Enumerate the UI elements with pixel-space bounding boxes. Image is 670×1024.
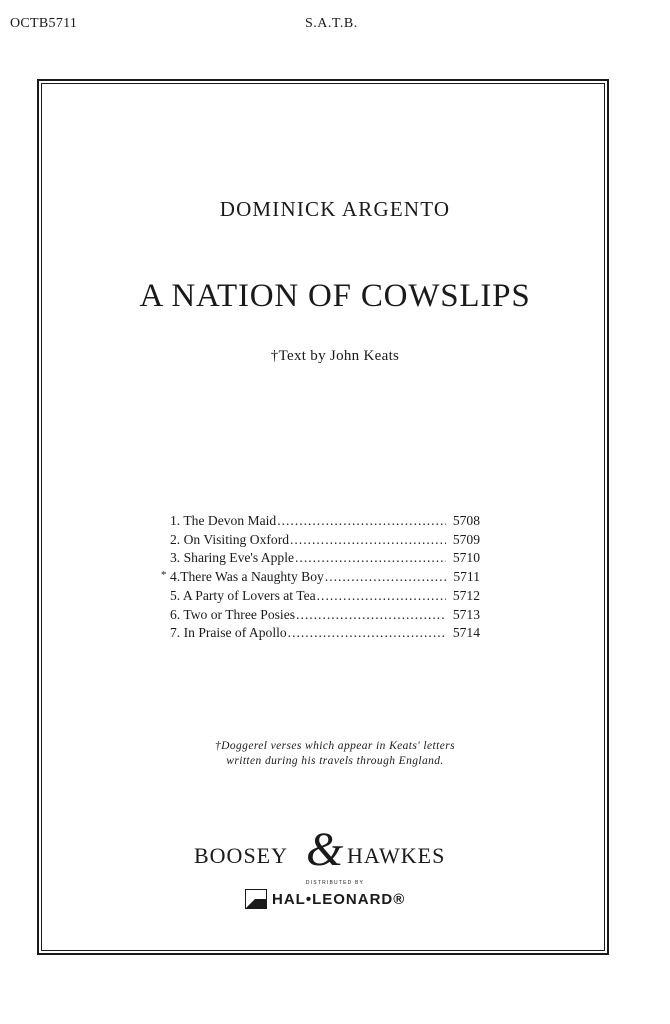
- dot-leader: [277, 512, 446, 531]
- song-list: [161, 512, 480, 643]
- song-title: 1. The Devon Maid: [170, 513, 277, 528]
- dot-leader: [288, 624, 446, 643]
- publisher-name-right: HAWKES: [347, 843, 446, 868]
- song-item: [170, 549, 480, 568]
- song-title: 7. In Praise of Apollo: [170, 625, 287, 641]
- song-item: [170, 606, 480, 625]
- song-marker: *: [161, 569, 167, 582]
- song-item: [161, 568, 480, 587]
- song-number: 5712: [452, 587, 480, 603]
- song-title: 5. A Party of Lovers at Tea: [170, 587, 316, 603]
- dot-leader: [295, 549, 446, 568]
- song-number: 5710: [452, 550, 480, 566]
- song-number: 5714: [452, 625, 480, 641]
- distributor-name: HAL•LEONARD®: [272, 891, 406, 908]
- publisher-name-left: BOOSEY: [194, 843, 289, 868]
- distributed-by-label: DISTRIBUTED BY: [305, 880, 365, 886]
- composer-name: DOMINICK ARGENTO: [219, 197, 451, 221]
- song-title: 2. On Visiting Oxford: [170, 531, 290, 547]
- footnote: [0, 739, 670, 769]
- song-number: 5711: [453, 569, 480, 585]
- song-item: [170, 624, 480, 643]
- song-number: 5713: [452, 606, 480, 622]
- text-credit: †Text by John Keats: [270, 348, 400, 364]
- hal-leonard-mark-icon: [245, 889, 267, 909]
- song-item: [170, 531, 480, 550]
- work-title: A NATION OF COWSLIPS: [139, 278, 531, 314]
- dot-leader: [325, 568, 446, 587]
- catalog-code: OCTB5711: [10, 16, 78, 31]
- publisher-logo: [194, 823, 454, 880]
- song-item: [170, 587, 480, 606]
- dot-leader: [296, 606, 446, 625]
- dot-leader: [317, 587, 446, 606]
- song-title: 3. Sharing Eve's Apple: [170, 550, 295, 566]
- footnote-line: written during his travels through England.: [226, 755, 444, 767]
- footnote-line: †Doggerel verses which appear in Keats' letters: [215, 740, 455, 752]
- publisher-ampersand: &: [306, 823, 344, 876]
- song-number: 5709: [452, 531, 480, 547]
- song-item: [170, 512, 480, 531]
- voicing-label: S.A.T.B.: [305, 16, 358, 31]
- song-number: 5708: [452, 513, 480, 528]
- song-title: 6. Two or Three Posies: [170, 606, 296, 622]
- song-title: 4.There Was a Naughty Boy: [170, 569, 324, 585]
- dot-leader: [290, 531, 446, 550]
